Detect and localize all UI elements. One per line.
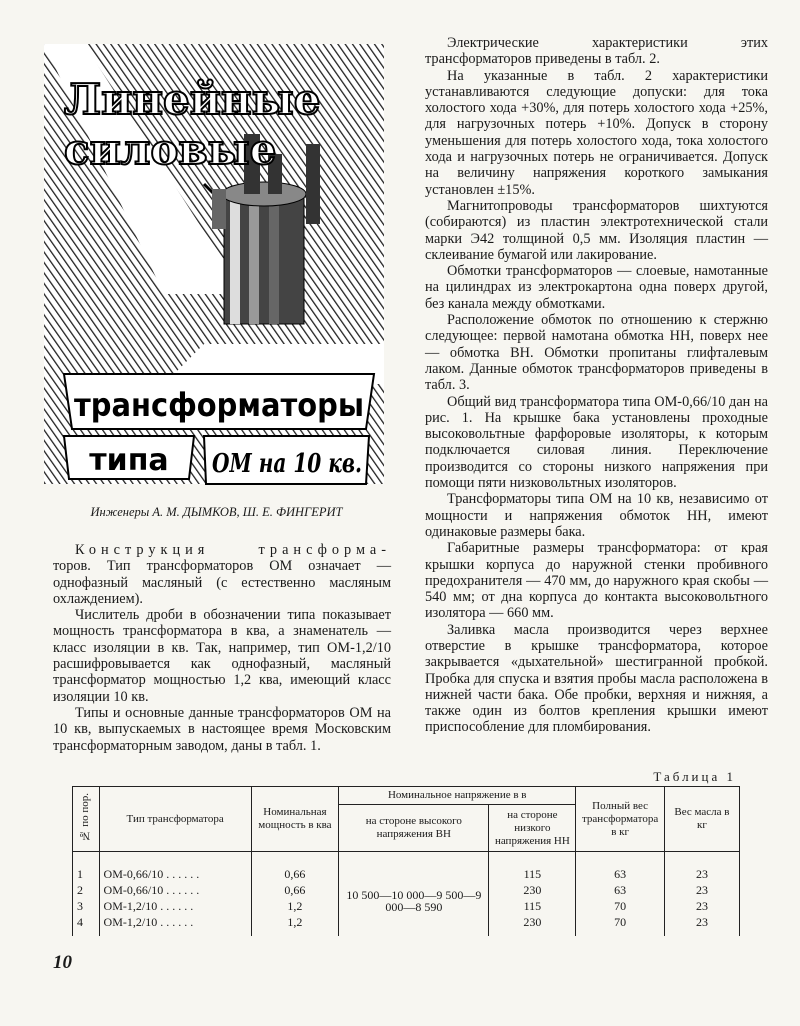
header-hv: на стороне высокого напряжения ВН [339,805,489,852]
paragraph: Расположение обмоток по отношению к стержню следующее: первой намотана обмотка НН, поверх нее — обмотка ВН. Обмотки пропитаны глифталевым лаком. Данные обмоток трансформаторов приведены в табл. 3. [425,312,768,394]
cell-type: ОМ-1,2/10 . . . . . . [99,914,251,936]
paragraph: Габаритные размеры трансформатора: от края крышки корпуса до наружной стенки пробивного предохранителя — 470 мм, до наружного края скобы — 540 мм; от дна корпуса до контакта высоковольтного изолятора — 660 мм. [425,540,768,622]
cell-num: 1 [73,852,100,883]
cell-power: 1,2 [251,898,338,914]
cell-weight: 70 [576,898,665,914]
cell-weight: 70 [576,914,665,936]
cover-title-line4: типа [89,443,169,478]
cell-lv: 115 [489,898,576,914]
cell-lv: 115 [489,852,576,883]
hatched-background [44,44,384,484]
cell-num: 3 [73,898,100,914]
cell-type: ОМ-1,2/10 . . . . . . [99,898,251,914]
paragraph: На указанные в табл. 2 характеристики устанавливаются следующие допуски: для тока холостого хода +30%, для потерь холостого хода +25%, для нагрузочных потерь +10%. Допуск в сторону уменьшения для потерь холостого хода, тока холостого хода и нагрузочных потерь не ограничивается. Допуск на величину напряжения короткого замыкания установлен ±15%. [425,67,768,198]
header-oil: Вес масла в кг [664,787,739,852]
cover-title-line3: трансформаторы [74,386,364,424]
table-label: Таблица 1 [653,769,736,784]
cell-lv: 230 [489,882,576,898]
header-power: Номинальная мощность в ква [251,787,338,852]
header-weight: Полный вес трансформатора в кг [576,787,665,852]
header-voltage-group: Номинальное напряжение в в [339,787,576,805]
right-column [425,35,768,736]
authors-caption: Инженеры А. М. ДЫМКОВ, Ш. Е. ФИНГЕРИТ [90,505,343,519]
header-type: Тип трансформатора [99,787,251,852]
paragraph: Заливка масла производится через верхнее отверстие в крышке трансформатора, которое закрывается «дыхательной» шестигранной пробкой. Пробка для спуска и взятия пробы масла расположена в нижней части бака. Обе пробки, верхняя и нижняя, а также один из болтов крепления крышки имеют приспособление для пломбирования. [425,621,768,736]
cover-title-line1: Линейные [64,75,321,124]
cover-illustration [44,44,384,484]
cell-num: 2 [73,882,100,898]
paragraph: Электрические характеристики этих трансформаторов приведены в табл. 2. [425,35,768,68]
cell-type: ОМ-0,66/10 . . . . . . [99,882,251,898]
cover-title-line5: ОМ на 10 кв. [212,449,362,479]
cell-oil: 23 [664,882,739,898]
data-table [72,786,740,936]
paragraph-text: торов. Тип трансформаторов ОМ означает — однофазный масляный (с естественно масляным охлаждением). [53,558,391,607]
paragraph: Общий вид трансформатора типа ОМ-0,66/10 дан на рис. 1. На крышке бака установлены проходные высоковольтные фарфоровые изоляторы, к которым подключается силовая линия. Переключение производится со стороны низкого напряжения при помощи пяти низковольтных изоляторов. [425,393,768,492]
section-heading: Конструкция трансформа- [75,542,391,558]
paragraph: Числитель дроби в обозначении типа показывает мощность трансформатора в ква, а знаменатель — класс изоляции в кв. Так, например, тип ОМ-1,2/10 расшифровывается как однофазный, масляный трансформатор мощностью 1,2 ква, имеющий класс изоляции 10 кв. [53,607,391,705]
paragraph: Трансформаторы типа ОМ на 10 кв, независимо от мощности и напряжения обмоток НН, имеют одинаковые размеры бака. [425,491,768,540]
left-column [53,542,391,754]
cell-type: ОМ-0,66/10 . . . . . . [99,852,251,883]
cell-num: 4 [73,914,100,936]
paragraph [53,542,391,607]
table-row [73,852,740,883]
cell-lv: 230 [489,914,576,936]
cell-hv: 10 500—10 000—9 500—9 000—8 590 [339,852,489,937]
cell-oil: 23 [664,914,739,936]
header-num: № по пор. [73,787,100,852]
cell-power: 0,66 [251,852,338,883]
cell-power: 1,2 [251,914,338,936]
cell-weight: 63 [576,852,665,883]
header-lv: на стороне низкого напряжения НН [489,805,576,852]
cell-weight: 63 [576,882,665,898]
paragraph: Магнитопроводы трансформаторов шихтуются (собираются) из пластин электротехнической стали марки Э42 толщиной 0,5 мм. Изоляция пластин — склеивание бумагой или лакирование. [425,197,768,263]
cover-title-line2: силовые [64,125,277,174]
cell-oil: 23 [664,898,739,914]
paragraph: Обмотки трансформаторов — слоевые, намотанные на цилиндрах из электрокартона одна поверх другой, без канала между обмотками. [425,263,768,312]
cell-oil: 23 [664,852,739,883]
page-number: 10 [53,952,72,973]
cell-power: 0,66 [251,882,338,898]
paragraph: Типы и основные данные трансформаторов ОМ на 10 кв, выпускаемых в настоящее время Московским трансформаторным заводом, даны в табл. 1. [53,704,391,754]
